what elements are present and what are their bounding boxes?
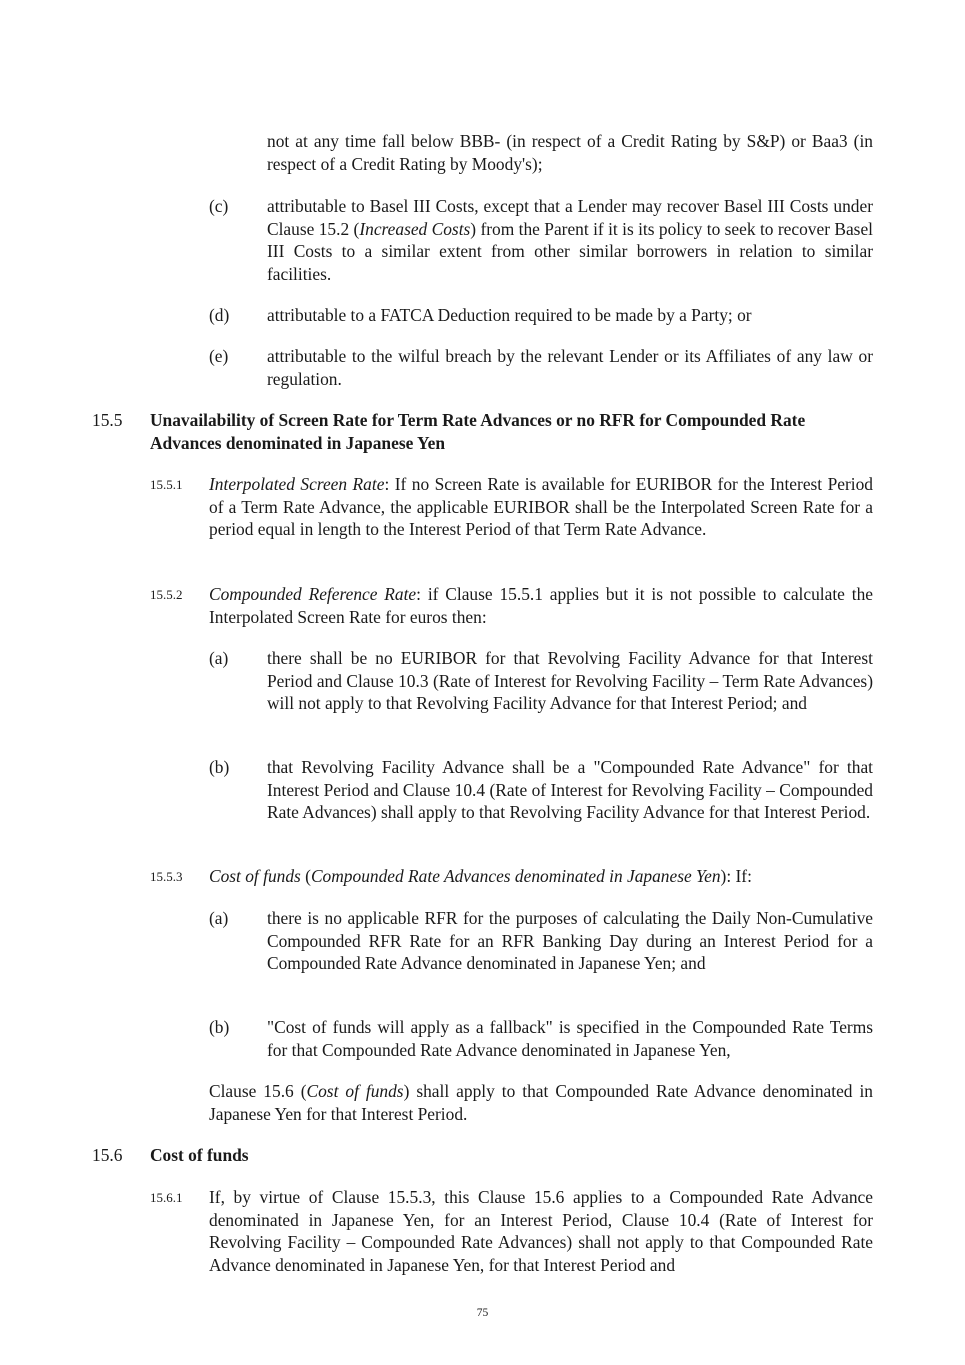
item-c-text: attributable to Basel III Costs, except that a Lender may recover Basel III Costs under Clause 15.2 (Increased Costs) from the Parent if it is its policy to seek to recover Basel III Costs to a similar extent from other similar borrowers in relation to similar facilities. xyxy=(267,196,873,284)
clause-15-5-2-b-label: (b) xyxy=(209,757,230,777)
clause-15-5-2-text: Compounded Reference Rate: if Clause 15.5.1 applies but it is not possible to calculate the Interpolated Screen Rate for euros then: xyxy=(209,584,873,627)
clause-15-5-2-b-text: that Revolving Facility Advance shall be a "Compounded Rate Advance" for that Interest Period and Clause 10.4 (Rate of Interest for Revolving Facility – Compounded Rate Advances) shall apply to that Revolving Facility Advance for that Interest Period. xyxy=(267,757,873,823)
clause-15-5-3-b-label: (b) xyxy=(209,1017,230,1037)
clause-15-5-3-closing: Clause 15.6 (Cost of funds) shall apply to that Compounded Rate Advance denominated in Japanese Yen for that Interest Period. xyxy=(209,1081,873,1124)
clause-15-5-3-b-text: "Cost of funds will apply as a fallback" is specified in the Compounded Rate Terms for that Compounded Rate Advance denominated in Japanese Yen, xyxy=(267,1017,873,1060)
section-15-6-heading: Cost of funds xyxy=(150,1145,249,1165)
clause-15-5-3-a-label: (a) xyxy=(209,908,229,928)
item-e-text: attributable to the wilful breach by the relevant Lender or its Affiliates of any law or regulation. xyxy=(267,346,873,389)
clause-15-5-3-a-text: there is no applicable RFR for the purposes of calculating the Daily Non-Cumulative Compounded RFR Rate for an RFR Banking Day during an Interest Period for a Compounded Rate Advance denominated in Japanese Yen; and xyxy=(267,908,873,974)
clause-15-6-1-text: If, by virtue of Clause 15.5.3, this Clause 15.6 applies to a Compounded Rate Advance denominated in Japanese Yen, for an Interest Period, Clause 10.4 (Rate of Interest for Revolving Facility – Compounded Rate Advances) shall not apply to that Compounded Rate Advance denominated in Japanese Yen, for that Interest Period and xyxy=(209,1187,873,1275)
item-c-label: (c) xyxy=(209,196,229,216)
page-number: 75 xyxy=(476,1307,489,1319)
clause-15-5-2-number: 15.5.2 xyxy=(150,587,183,602)
clause-15-5-3-text: Cost of funds (Compounded Rate Advances denominated in Japanese Yen): If: xyxy=(209,866,752,886)
clause-15-5-1-number: 15.5.1 xyxy=(150,477,183,492)
item-e-label: (e) xyxy=(209,346,229,366)
item-d-label: (d) xyxy=(209,305,230,325)
clause-15-5-1-text: Interpolated Screen Rate: If no Screen Rate is available for EURIBOR for the Interest Period of a Term Rate Advance, the applicable EURIBOR shall be the Interpolated Screen Rate for a period equal in length to the Interest Period of that Term Rate Advance. xyxy=(209,474,874,540)
clause-15-5-3-number: 15.5.3 xyxy=(150,869,183,884)
clause-15-5-2-a-label: (a) xyxy=(209,648,229,668)
continuation-text: not at any time fall below BBB- (in respect of a Credit Rating by S&P) or Baa3 (in respect of a Credit Rating by Moody's); xyxy=(267,131,873,174)
item-d-text: attributable to a FATCA Deduction required to be made by a Party; or xyxy=(267,305,752,325)
section-15-6-number: 15.6 xyxy=(92,1145,123,1165)
section-15-5-heading: Unavailability of Screen Rate for Term Rate Advances or no RFR for Compounded Rate Advances denominated in Japanese Yen xyxy=(150,410,806,453)
clause-15-6-1-number: 15.6.1 xyxy=(150,1190,183,1205)
section-15-5-number: 15.5 xyxy=(92,410,123,430)
clause-15-5-2-a-text: there shall be no EURIBOR for that Revolving Facility Advance for that Interest Period and Clause 10.3 (Rate of Interest for Revolving Facility – Term Rate Advances) will not apply to that Revolving Facility Advance for that Interest Period; and xyxy=(267,648,873,714)
